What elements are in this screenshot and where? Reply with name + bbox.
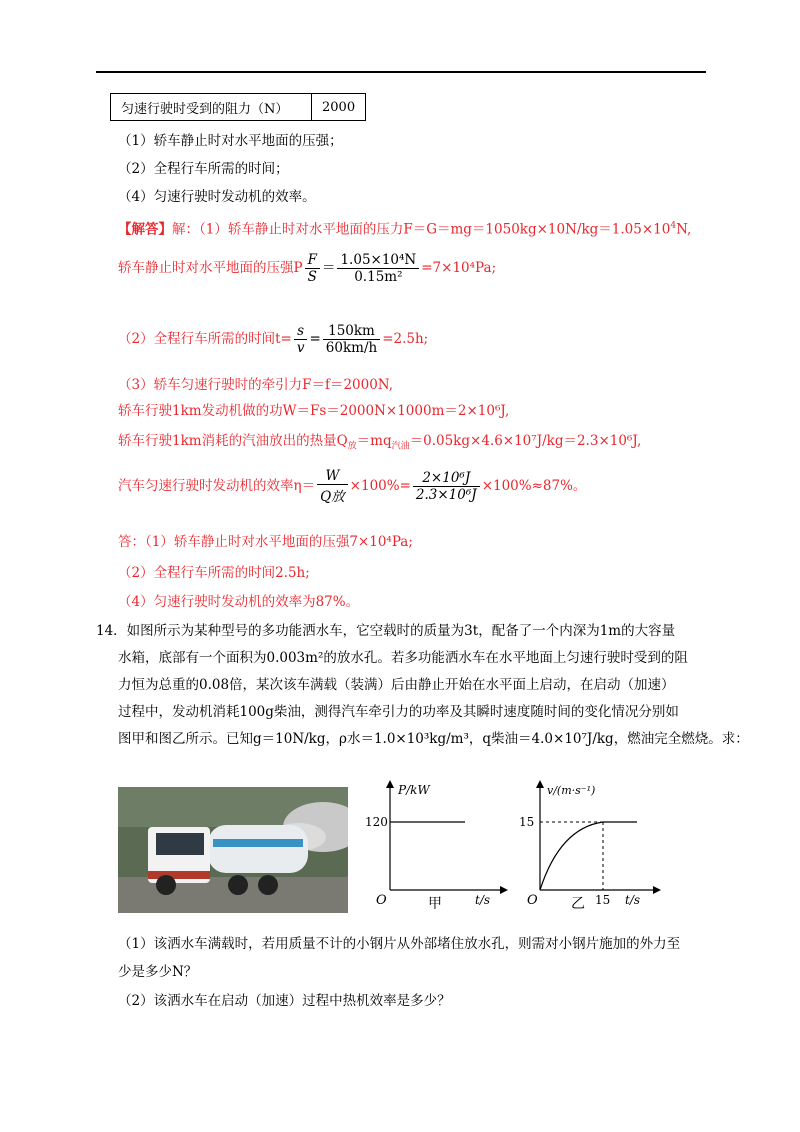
jia-xlabel: t/s <box>475 893 491 907</box>
jia-caption: 甲 <box>428 896 442 910</box>
data-table <box>110 93 366 121</box>
fraction-eff <box>413 470 480 503</box>
eff-den: Q放 <box>320 489 345 505</box>
sub-q2: （2）该洒水车在启动（加速）过程中热机效率是多少？ <box>118 993 451 1009</box>
graph-jia <box>360 780 510 910</box>
answer-efficiency <box>118 468 586 505</box>
jia-origin: O <box>376 893 387 908</box>
q14-line-2: 水箱，底部有一个面积为0.003m²的放水孔。若多功能洒水车在水平地面上匀速行驶时受到的阻 <box>118 650 688 666</box>
q14-line-1: 14．如图所示为某种型号的多功能洒水车，它空载时的质量为3t，配备了一个内深为1m的大容量 <box>96 623 676 639</box>
answer-tag: 【解答】 <box>118 221 172 238</box>
yi-ylabel: v/(m·s⁻¹) <box>547 784 596 797</box>
pressure-den: 0.15m² <box>354 269 403 285</box>
fraction-time <box>323 323 380 356</box>
heat-end: ＝0.05kg×4.6×10⁷J/kg＝2.3×10⁶J, <box>409 433 642 449</box>
question-2: （2）全程行车所需的时间； <box>118 161 289 177</box>
jia-ytick: 120 <box>365 815 388 829</box>
question-1: （1）轿车静止时对水平地面的压强； <box>118 133 343 149</box>
answer-pressure <box>118 252 496 285</box>
eff-result: ×100%≈87%。 <box>481 478 587 494</box>
yi-xlabel: t/s <box>625 893 641 907</box>
yi-ytick: 15 <box>519 815 535 829</box>
answer-force-exp: 4 <box>670 221 677 231</box>
eff-den2: 2.3×10⁶J <box>415 487 477 503</box>
question-4: （4）匀速行驶时发动机的效率。 <box>118 189 316 205</box>
answer-time: （2）全程行车所需的时间t= $\frac{s}{v}$ = $\frac{150km}{60km/h}$ =2.5h; <box>118 323 429 356</box>
jia-ylabel: P/kW <box>398 783 430 797</box>
fraction-pressure <box>337 252 419 285</box>
velocity-curve <box>540 822 637 890</box>
answer-force-end: N, <box>676 221 692 238</box>
time-num: 150km <box>323 323 380 340</box>
final-answer-2: （2）全程行车所需的时间2.5h; <box>118 565 310 581</box>
pressure-label: 轿车静止时对水平地面的压强P <box>118 260 303 276</box>
answer-work: 轿车行驶1km发动机做的功W＝Fs＝2000N×1000m＝2×10⁶J, <box>118 403 510 419</box>
time-result: =2.5h; <box>382 331 429 347</box>
table-value: 2000 <box>312 94 366 121</box>
pressure-num: 1.05×10⁴N <box>337 252 419 269</box>
heat-mid: ＝mq <box>356 433 392 449</box>
final-answer-1: 答：（1）轿车静止时对水平地面的压强7×10⁴Pa; <box>118 534 413 550</box>
heat-sub2: 汽油 <box>391 441 410 452</box>
heat-sub: 放 <box>347 441 357 452</box>
time-label: （2）全程行车所需的时间t= <box>118 331 292 347</box>
yi-caption: 乙 <box>571 896 585 910</box>
eff-label: 汽车匀速行驶时发动机的效率η＝ <box>118 478 316 494</box>
time-den: 60km/h <box>325 340 378 356</box>
header-rule <box>96 71 706 73</box>
q14-line-5: 图甲和图乙所示。已知g＝10N/kg，ρ水＝1.0×10³kg/m³，q柴油＝4.0×10⁷J/kg，燃油完全燃烧。求： <box>118 731 749 747</box>
eff-num2: 2×10⁶J <box>413 470 480 487</box>
fraction-w-q <box>317 468 348 505</box>
pressure-result: =7×10⁴Pa; <box>421 260 497 276</box>
yi-xtick: 15 <box>595 893 611 907</box>
q14-line-4: 过程中，发动机消耗100g柴油，测得汽车牵引力的功率及其瞬时速度随时间的变化情况分别如 <box>118 704 679 720</box>
sub-q1-a: （1）该洒水车满载时，若用质量不计的小钢片从外部堵住放水孔，则需对小钢片施加的外力至 <box>118 936 681 952</box>
answer-traction: （3）轿车匀速行驶时的牵引力F＝f＝2000N, <box>118 377 394 393</box>
answer-force: （1）轿车静止时对水平地面的压力F＝G＝mg＝1050kg×10N/kg＝1.05×10 <box>199 221 671 238</box>
heat-label: 轿车行驶1km消耗的汽油放出的热量Q <box>118 433 348 449</box>
table-label: 匀速行驶时受到的阻力（N） <box>111 94 312 121</box>
sub-q1-b: 少是多少N？ <box>118 964 198 980</box>
answer-jie: 解： <box>172 221 199 238</box>
fraction-f-s: $\frac{F}{S}$ <box>305 252 320 285</box>
truck-photo <box>118 787 348 913</box>
answer-line-1 <box>118 216 691 240</box>
eff-mid: ×100%= <box>349 478 411 494</box>
graph-yi <box>515 780 665 910</box>
q14-line-3: 力恒为总重的0.08倍，某次该车满载（装满）后由静止开始在水平面上启动，在启动（加速） <box>118 677 675 693</box>
eff-num: W <box>317 468 348 485</box>
yi-origin: O <box>527 893 538 908</box>
pressure-eq: ＝ <box>321 260 336 276</box>
fraction-s-v: $\frac{s}{v}$ <box>294 323 308 356</box>
final-answer-4: （4）匀速行驶时发动机的效率为87%。 <box>118 594 360 610</box>
answer-heat <box>118 431 641 457</box>
